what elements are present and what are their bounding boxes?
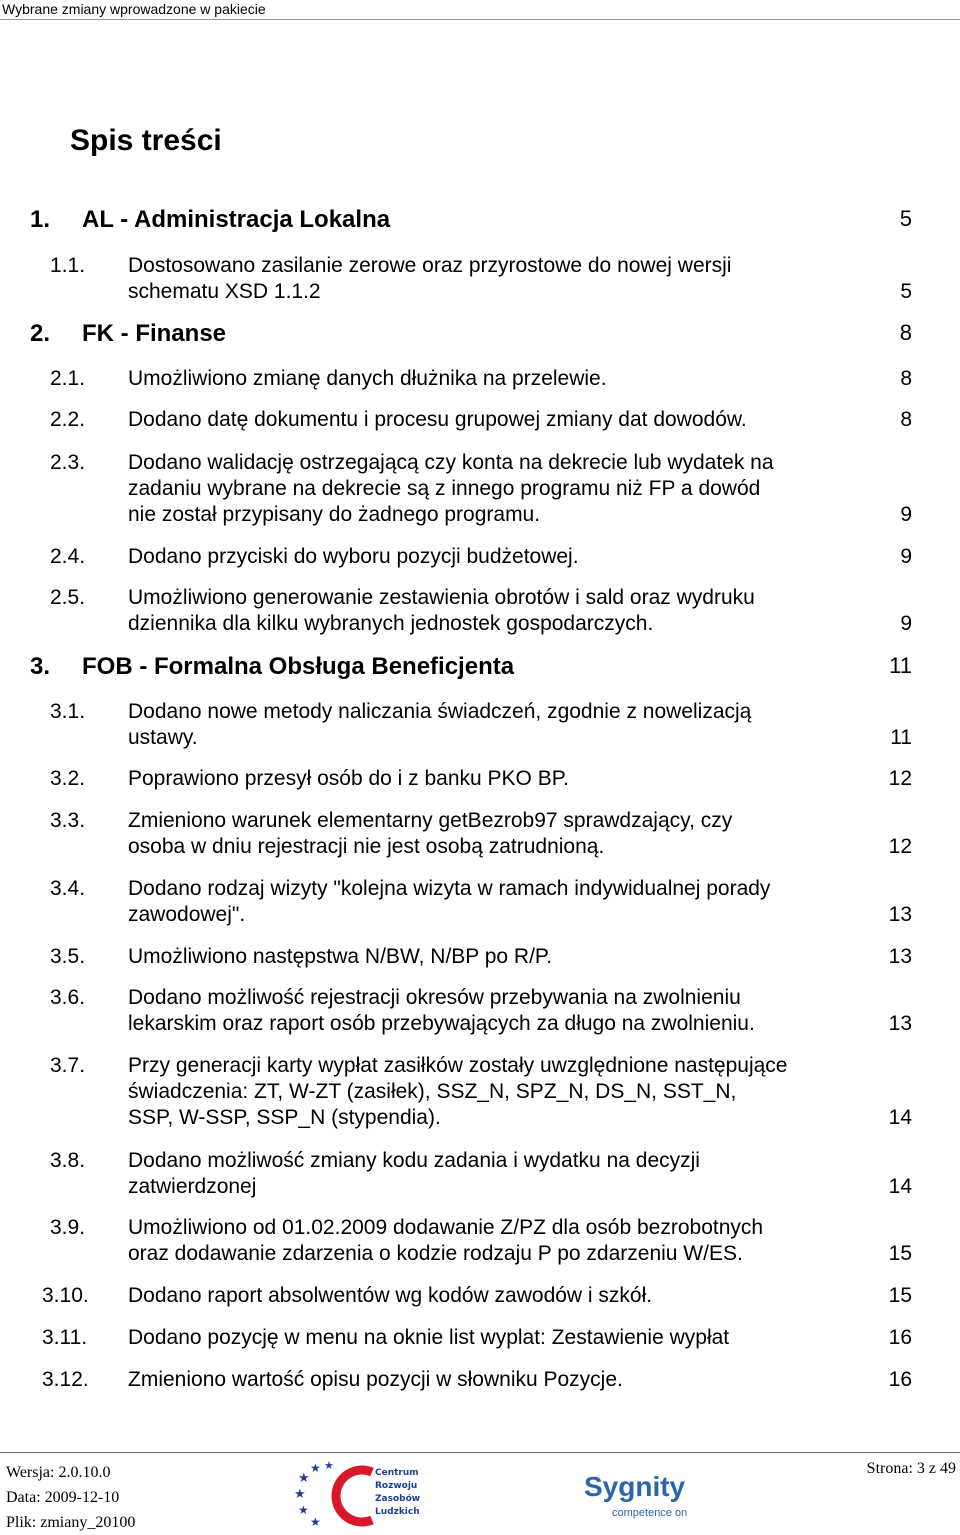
toc-entry-page: 11 (889, 653, 912, 678)
sygnity-logo (582, 1468, 702, 1522)
toc-entry-number: 2. (30, 320, 51, 347)
toc-entry-text: Zmieniono wartość opisu pozycji w słowniku Pozycje. (128, 1368, 623, 1391)
sygnity-logo-name: Sygnity (584, 1471, 686, 1502)
toc-entry-number: 2.5. (50, 586, 86, 609)
toc-entry-number: 2.1. (50, 367, 86, 390)
svg-text:★: ★ (324, 1460, 334, 1472)
toc-entry-text: Dodano raport absolwentów wg kodów zawodów i szkół. (128, 1284, 653, 1307)
footer-version: Wersja: 2.0.10.0 (6, 1464, 111, 1481)
toc-entry-number: 3.2. (50, 767, 86, 790)
toc-entry-page: 12 (888, 835, 912, 858)
toc-entry-text: Dodano nowe metody naliczania świadczeń, zgodnie z nowelizacją ustawy. (128, 700, 752, 749)
toc-entry-text: Dodano rodzaj wizyty "kolejna wizyta w ramach indywidualnej porady zawodowej". (128, 877, 771, 926)
footer-divider (0, 1452, 960, 1453)
toc-entry-text: FOB - Formalna Obsługa Beneficjenta (82, 653, 515, 680)
crzl-logo-line-2: Rozwoju (375, 1481, 418, 1491)
toc-entry-page: 14 (888, 1175, 912, 1198)
running-header-title: Wybrane zmiany wprowadzone w pakiecie (2, 1, 266, 17)
crzl-logo-line-3: Zasobów (375, 1494, 421, 1504)
toc-title: Spis treści (70, 124, 222, 157)
crzl-logo-graphic (292, 1460, 432, 1530)
svg-text:★: ★ (310, 1461, 321, 1475)
toc-entry-number: 3.5. (50, 945, 86, 968)
footer-page-number: Strona: 3 z 49 (866, 1460, 956, 1477)
toc-entry-text: FK - Finanse (82, 320, 227, 347)
toc-entry-number: 2.3. (50, 451, 86, 474)
toc-entry-number: 3.9. (50, 1216, 86, 1239)
toc-entry-page: 13 (888, 945, 912, 968)
toc-entry-number: 3.11. (42, 1326, 88, 1349)
toc-entry-text: AL - Administracja Lokalna (82, 206, 391, 233)
crzl-logo-line-1: Centrum (375, 1468, 419, 1478)
toc-entry-number: 3.4. (50, 877, 86, 900)
toc-entry-page: 9 (900, 545, 912, 568)
toc-entry-text: Umożliwiono od 01.02.2009 dodawanie Z/PZ dla osób bezrobotnych oraz dodawanie zdarzenia o kodzie rodzaju P po zdarzeniu W/ES. (128, 1216, 764, 1265)
svg-text:★: ★ (298, 1471, 310, 1486)
toc-entry-text: Dodano możliwość rejestracji okresów przebywania na zwolnieniu lekarskim oraz raport osób przebywających za długo na zwolnieniu. (128, 986, 755, 1035)
footer-meta (6, 1460, 135, 1535)
svg-text:★: ★ (310, 1515, 321, 1529)
toc-entry-text: Zmieniono warunek elementarny getBezrob97 sprawdzający, czy osoba w dniu rejestracji nie jest osobą zatrudnioną. (128, 809, 733, 858)
toc-entry-page: 12 (888, 767, 912, 790)
toc-entry-text: Dodano możliwość zmiany kodu zadania i wydatku na decyzji zatwierdzonej (128, 1149, 700, 1198)
toc-entry-number: 2.2. (50, 408, 86, 431)
footer-date: Data: 2009-12-10 (6, 1489, 120, 1506)
toc-entry-page: 13 (888, 1012, 912, 1035)
header-divider (0, 19, 960, 20)
toc-entry-text: Poprawiono przesył osób do i z banku PKO BP. (128, 767, 569, 790)
toc-entry-number: 1. (30, 206, 51, 233)
crzl-logo (292, 1460, 432, 1530)
toc-entry-page: 5 (899, 206, 912, 231)
toc-entry-text: Dostosowano zasilanie zerowe oraz przyrostowe do nowej wersji schematu XSD 1.1.2 (128, 254, 732, 303)
toc-entry-page: 8 (900, 367, 912, 390)
toc-entry-number: 1.1. (50, 254, 86, 277)
toc-entry-page: 16 (888, 1326, 912, 1349)
toc-entry-number: 2.4. (50, 545, 86, 568)
svg-text:★: ★ (298, 1503, 309, 1517)
toc-entry-text: Umożliwiono zmianę danych dłużnika na przelewie. (128, 367, 607, 390)
toc-entry-number: 3. (30, 653, 51, 680)
crzl-logo-line-4: Ludzkich (375, 1507, 420, 1517)
svg-text:★: ★ (294, 1487, 306, 1502)
footer-file: Plik: zmiany_20100 (6, 1514, 136, 1531)
toc-entry-number: 3.1. (50, 700, 86, 723)
toc-entry-page: 16 (888, 1368, 912, 1391)
toc-entry-page: 8 (900, 408, 912, 431)
toc-entry-text: Dodano walidację ostrzegającą czy konta na dekrecie lub wydatek na zadaniu wybrane na dekrecie są z innego programu niż FP a dowód nie został przypisany do żadnego programu. (128, 451, 774, 526)
toc-entry-text: Umożliwiono następstwa N/BW, N/BP po R/P. (128, 945, 553, 968)
sygnity-logo-graphic (582, 1468, 702, 1522)
toc-entry-text: Umożliwiono generowanie zestawienia obrotów i sald oraz wydruku dziennika dla kilku wybranych jednostek gospodarczych. (128, 586, 755, 635)
toc-entry-page: 8 (899, 320, 912, 345)
toc-entry-page: 11 (890, 726, 912, 749)
toc-entry-page: 15 (888, 1242, 912, 1265)
toc-entry-page: 15 (888, 1284, 912, 1307)
toc-entry-text: Dodano przyciski do wyboru pozycji budżetowej. (128, 545, 579, 568)
toc-entry-text: Przy generacji karty wypłat zasiłków zostały uwzględnione następujące świadczenia: ZT, W-ZT (zasiłek), SSZ_N, SPZ_N, DS_N, SST_N, SSP, W-SSP, SSP_N (stypendia). (128, 1054, 788, 1129)
toc-entry-number: 3.3. (50, 809, 86, 832)
toc-entry-number: 3.10. (42, 1284, 89, 1307)
sygnity-logo-tagline: competence on (612, 1507, 688, 1519)
toc-entry-page: 9 (900, 503, 912, 526)
toc-entry-page: 5 (900, 280, 912, 303)
toc-entry-page: 14 (888, 1106, 912, 1129)
toc-entry-number: 3.6. (50, 986, 86, 1009)
toc-entry-number: 3.8. (50, 1149, 86, 1172)
toc-entry-number: 3.12. (42, 1368, 89, 1391)
toc-entry-number: 3.7. (50, 1054, 86, 1077)
toc-entry-page: 13 (888, 903, 912, 926)
toc-entry-page: 9 (900, 612, 912, 635)
toc-entry-text: Dodano pozycję w menu na oknie list wyplat: Zestawienie wypłat (128, 1326, 730, 1349)
toc-entry-text: Dodano datę dokumentu i procesu grupowej zmiany dat dowodów. (128, 408, 747, 431)
